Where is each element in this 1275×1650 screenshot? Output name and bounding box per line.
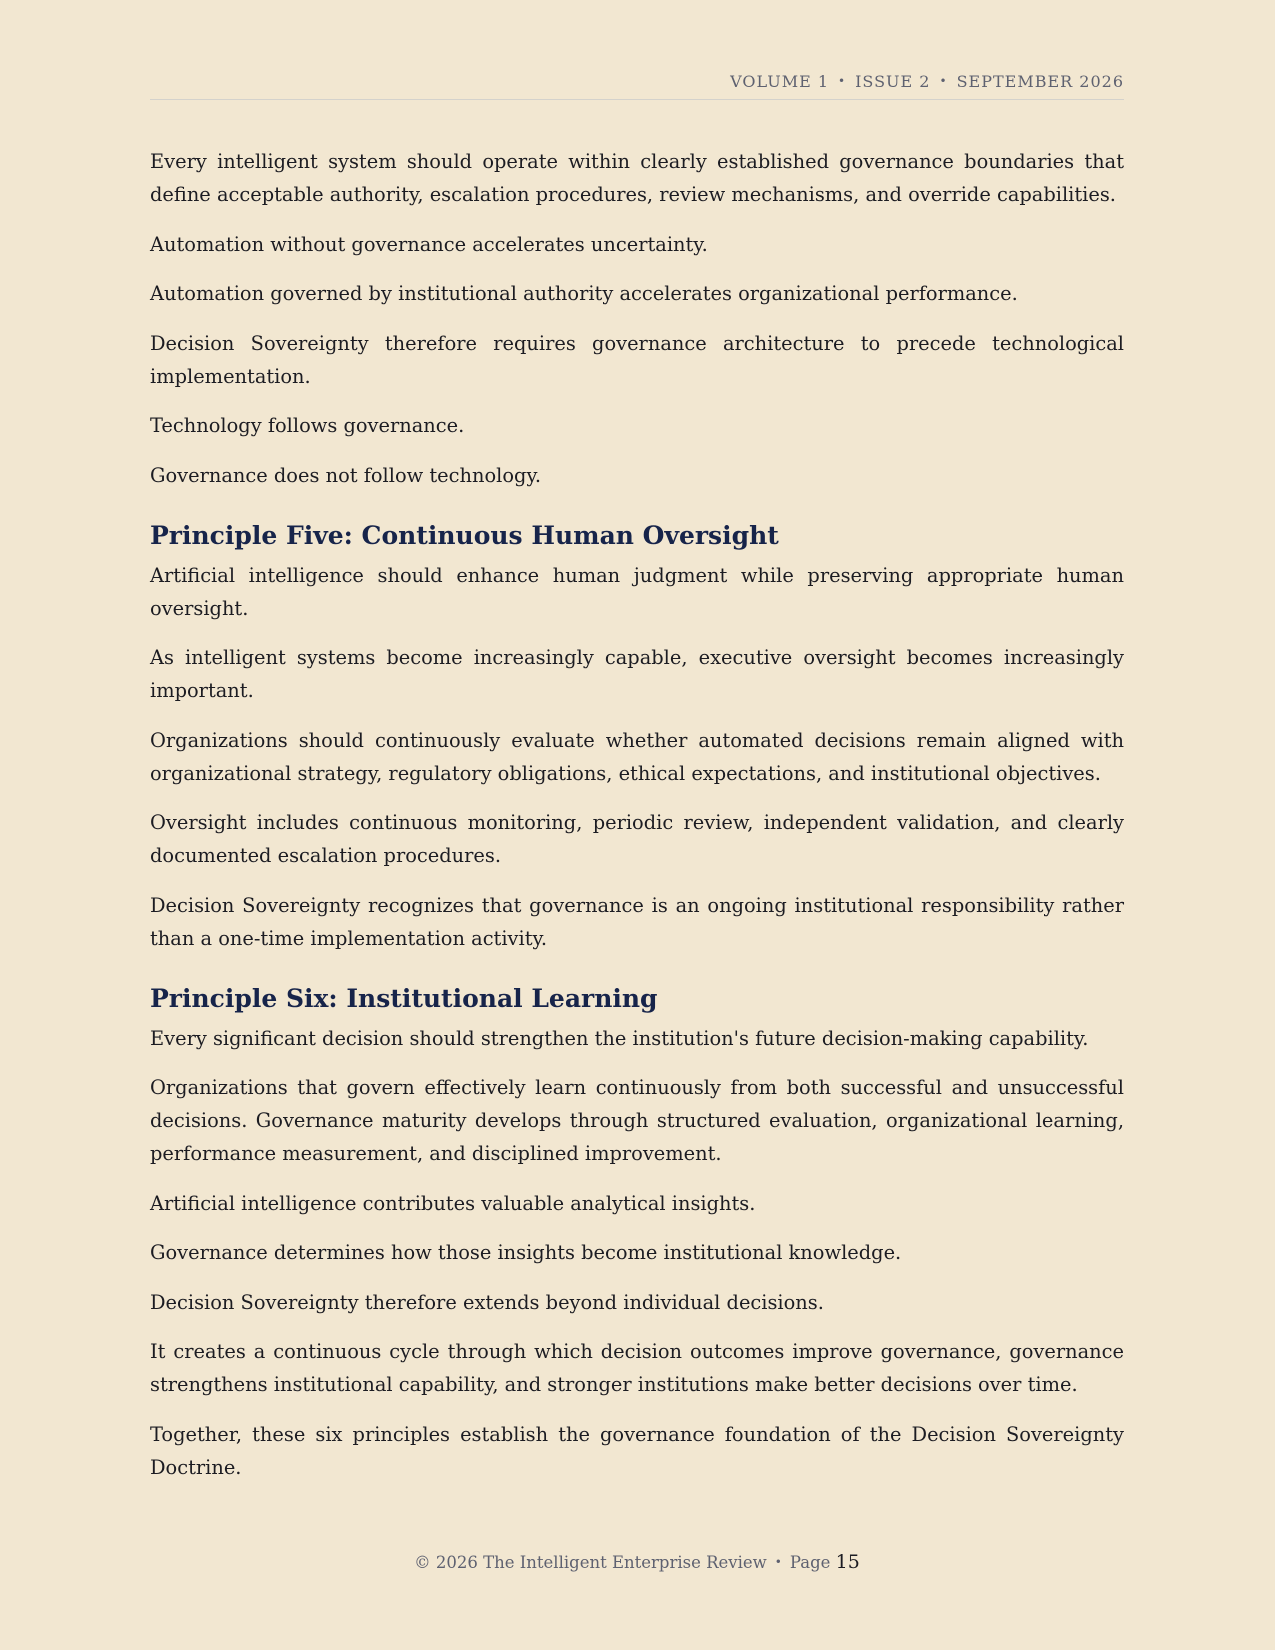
body-paragraph: Decision Sovereignty therefore extends beyond individual decisions.	[150, 1290, 824, 1314]
section-heading-principle-five: Principle Five: Continuous Human Oversight	[150, 520, 779, 550]
body-paragraph: Every intelligent system should operate within clearly established governance boundaries that define acceptable authority, escalation procedures, review mechanisms, and override capabilities.	[150, 150, 1124, 206]
footer-copyright: © 2026 The Intelligent Enterprise Review	[414, 1553, 767, 1572]
body-paragraph: Governance determines how those insights become institutional knowledge.	[150, 1241, 902, 1264]
running-header	[150, 72, 1124, 100]
body-paragraph: As intelligent systems become increasingly capable, executive oversight becomes increasingly important.	[150, 646, 1124, 702]
header-separator: •	[939, 74, 948, 88]
body-paragraph: Decision Sovereignty recognizes that governance is an ongoing institutional responsibility rather than a one-time implementation activity.	[150, 893, 1124, 950]
article-body	[150, 145, 1124, 1500]
body-paragraph: Oversight includes continuous monitoring, periodic review, independent validation, and clearly documented escalation procedures.	[150, 811, 1124, 867]
header-date: SEPTEMBER 2026	[956, 72, 1124, 91]
body-paragraph: Technology follows governance.	[150, 414, 465, 437]
body-paragraph: Automation governed by institutional authority accelerates organizational performance.	[150, 282, 1018, 305]
body-paragraph: Decision Sovereignty therefore requires governance architecture to precede technological implementation.	[150, 331, 1124, 388]
body-paragraph: Together, these six principles establish the governance foundation of the Decision Sovereignty Doctrine.	[150, 1422, 1124, 1479]
body-paragraph: Every significant decision should strengthen the institution's future decision-making capability.	[150, 1026, 1089, 1050]
body-paragraph: Artificial intelligence should enhance human judgment while preserving appropriate human oversight.	[150, 563, 1124, 620]
body-paragraph: Organizations should continuously evaluate whether automated decisions remain aligned with organizational strategy, regulatory obligations, ethical expectations, and institutional objectives.	[150, 728, 1124, 785]
header-separator: •	[838, 74, 847, 88]
body-paragraph: Organizations that govern effectively learn continuously from both successful and unsuccessful decisions. Governance maturity develops through structured evaluation, organizational learning, performance measurement, and disciplined improvement.	[150, 1076, 1124, 1165]
footer-separator: •	[774, 1555, 782, 1569]
document-page	[150, 0, 1124, 1650]
page-footer	[150, 1551, 1124, 1573]
body-paragraph: Governance does not follow technology.	[150, 463, 541, 487]
section-heading-principle-six: Principle Six: Institutional Learning	[150, 983, 658, 1013]
footer-page-label: Page	[789, 1553, 831, 1572]
page-number: 15	[835, 1551, 860, 1573]
body-paragraph: It creates a continuous cycle through which decision outcomes improve governance, governance strengthens institutional capability, and stronger institutions make better decisions over time.	[150, 1340, 1124, 1396]
body-paragraph: Artificial intelligence contributes valuable analytical insights.	[150, 1191, 756, 1215]
body-paragraph: Automation without governance accelerates uncertainty.	[150, 232, 708, 256]
header-volume: VOLUME 1	[730, 72, 830, 91]
header-issue: ISSUE 2	[855, 72, 931, 91]
